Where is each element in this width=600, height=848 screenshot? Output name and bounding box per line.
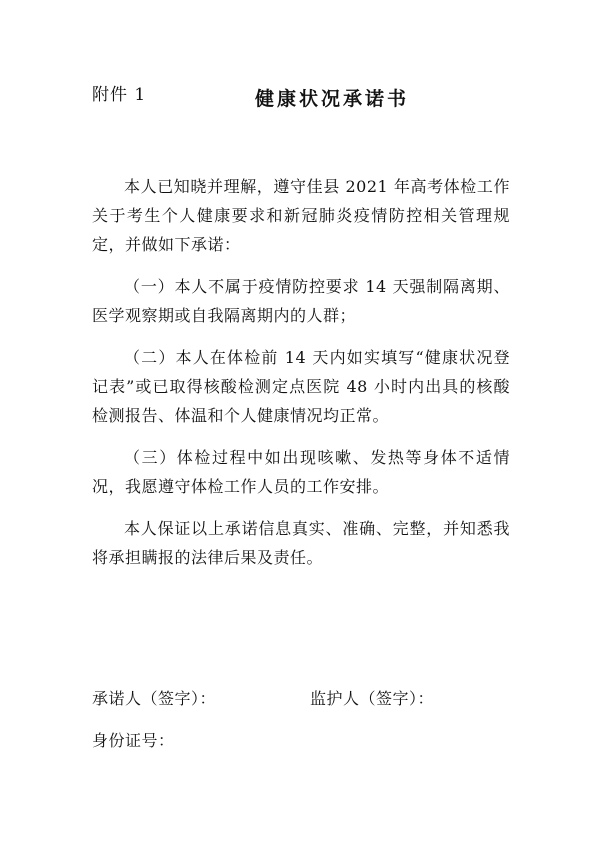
commitment-item-1: （一）本人不属于疫情防控要求 14 天强制隔离期、医学观察期或自我隔离期内的人群； <box>92 277 510 325</box>
attachment-label: 附件 1 <box>92 85 147 105</box>
intro-paragraph: 本人已知晓并理解，遵守佳县 2021 年高考体检工作关于考生个人健康要求和新冠肺炎疫情防控相关管理规定，并做如下承诺： <box>92 177 510 254</box>
signer-signature-label: 承诺人（签字）： <box>92 689 217 708</box>
guardian-signature-label: 监护人（签字）： <box>310 689 435 708</box>
commitment-item-2: （二）本人在体检前 14 天内如实填写“健康状况登记表”或已取得核酸检测定点医院 48 小时内出具的核酸检测报告、体温和个人健康情况均正常。 <box>92 348 510 425</box>
document-title: 健康状况承诺书 <box>254 88 409 110</box>
commitment-item-3: （三）体检过程中如出现咳嗽、发热等身体不适情况，我愿遵守体检工作人员的工作安排。 <box>92 448 510 496</box>
guarantee-paragraph: 本人保证以上承诺信息真实、准确、完整，并知悉我将承担瞒报的法律后果及责任。 <box>92 519 510 567</box>
id-number-label: 身份证号： <box>92 731 175 750</box>
commitment-body <box>92 172 510 585</box>
